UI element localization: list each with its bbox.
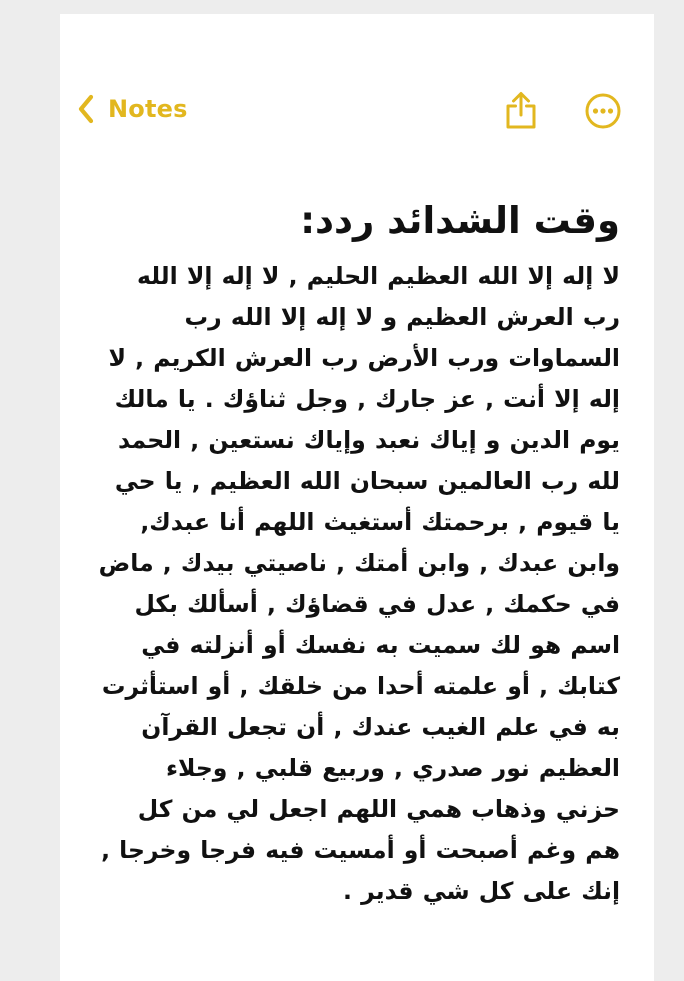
note-sheet (60, 14, 654, 981)
back-button-label: Notes (108, 95, 188, 123)
navigation-bar (60, 14, 654, 204)
note-content[interactable] (96, 188, 620, 912)
share-icon (502, 90, 540, 130)
chevron-left-icon (76, 93, 96, 125)
more-icon (584, 92, 622, 130)
share-button[interactable] (502, 90, 540, 130)
back-to-notes-button[interactable] (76, 92, 188, 126)
note-body: لا إله إلا الله العظيم الحليم , لا إله إلا الله رب العرش العظيم و لا إله إلا الله رب السماوات ورب الأرض رب العرش الكريم , لا إله إلا أنت , عز جارك , وجل ثناؤك . يا مالك يوم الدين و إياك نعبد وإياك نستعين , الحمد لله رب العالمين سبحان الله العظيم , يا حي يا قيوم , برحمتك أستغيث اللهم أنا عبدك, وابن عبدك , وابن أمتك , ناصيتي بيدك , ماض في حكمك , عدل في قضاؤك , أسألك بكل اسم هو لك سميت به نفسك أو أنزلته في كتابك , أو علمته أحدا من خلقك , أو استأثرت به في علم الغيب عندك , أن تجعل القرآن العظيم نور صدري , وربيع قلبي , وجلاء حزني وذهاب همي اللهم اجعل لي من كل هم وغم أصبحت أو أمسيت فيه فرجا وخرجا , إنك على كل شي قدير . (98, 262, 620, 905)
note-title: وقت الشدائد ردد: (300, 199, 620, 242)
more-button[interactable] (584, 92, 622, 130)
